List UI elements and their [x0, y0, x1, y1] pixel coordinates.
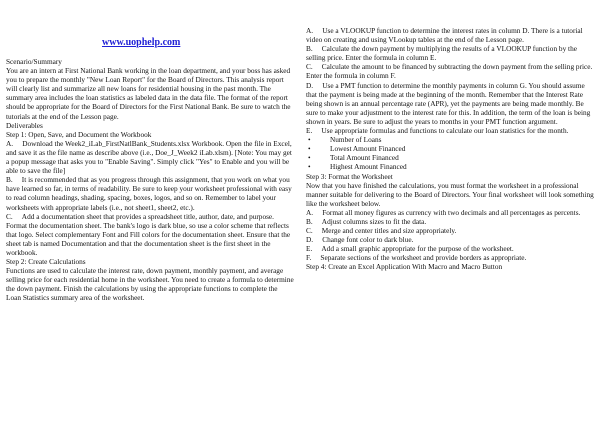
- list-item: [306, 144, 594, 153]
- bullet-icon: •: [308, 135, 311, 145]
- deliverables-heading: Deliverables: [6, 120, 43, 130]
- step2-item-c: C. Calculate the amount to be financed by subtracting the down payment from the selling price. Enter the formula in column F.: [306, 62, 593, 81]
- step2-item-e: E. Use appropriate formulas and functions to calculate our loan statistics for the month.: [306, 126, 569, 136]
- step3-heading: Step 3: Format the Worksheet: [306, 171, 393, 181]
- list-item: [306, 135, 594, 144]
- step3-item-d: D. Change font color to dark blue.: [306, 235, 414, 245]
- bullet-icon: •: [308, 162, 311, 172]
- scenario-paragraph: You are an intern at First National Bank working in the loan department, and your boss has asked you to prepare the monthly "New Loan Report" for the Board of Directors. This analysis report will clearly list and summarize all new loans for residential housing in the past month. The summary area includes the loan statistics as labeled data in the data file. The format of the report should be appropriate for the Board of Directors for the First National Bank. Be sure to watch the tutorials at the end of the Lesson page.: [6, 66, 291, 121]
- bullet-text: Number of Loans: [330, 135, 382, 145]
- step3-item-b: B. Adjust columns sizes to fit the data.: [306, 216, 427, 226]
- step2-item-d: D. Use a PMT function to determine the monthly payments in column G. You should assume that the payment is being made at the beginning of the month. Remember that the Interest Rate being shown is an annual percentage rate (APR), yet the payments are being made monthly. Be sure to make your adjustment to the interest rate for this. In addition, the term of the loan is being shown in years. Be sure to adjust the years to months in your PMT function argument.: [306, 80, 591, 126]
- step2-paragraph: Functions are used to calculate the interest rate, down payment, monthly payment, and average selling price for each residential home in the worksheet. You need to create a formula to determine the down payment. Finish the calculations by using the appropriate functions to complete the Loan Statistics summary area of the worksheet.: [6, 266, 294, 303]
- bullet-text: Lowest Amount Financed: [330, 144, 406, 154]
- list-item: [306, 153, 594, 162]
- site-link[interactable]: www.uophelp.com: [102, 37, 181, 48]
- left-column: [6, 57, 294, 303]
- right-column: [306, 26, 594, 272]
- step3-item-e: E. Add a small graphic appropriate for the purpose of the worksheet.: [306, 244, 514, 254]
- step1-item-a: A. Download the Week2_iLab_FirstNatlBank_Students.xlsx Workbook. Open the file in Excel, and save it as the file name as describe above (i.e., Doe_J_Week2 iLab.xlsm). [Note: You may get a popup message that asks you to "Enable Saving". Simply click "Yes" to Enable and you will be able to save the file]: [6, 138, 292, 176]
- step2-item-a: A. Use a VLOOKUP function to determine the interest rates in column D. There is a tutorial video on creating and using VLookup tables at the end of the Lesson page.: [306, 26, 583, 45]
- step2-heading: Step 2: Create Calculations: [6, 257, 86, 267]
- list-item: [306, 162, 594, 171]
- bullet-icon: •: [308, 144, 311, 154]
- scenario-heading: Scenario/Summary: [6, 57, 62, 66]
- step3-item-f: F. Separate sections of the worksheet and provide borders as appropriate.: [306, 253, 527, 263]
- step3-paragraph: Now that you have finished the calculations, you must format the worksheet in a professional manner suitable for delivering to the Board of Directors. Your final worksheet will look something like the worksheet below.: [306, 180, 594, 208]
- step4-heading: Step 4: Create an Excel Application With Macro and Macro Button: [306, 262, 503, 272]
- step2-item-b: B. Calculate the down payment by multiplying the results of a VLOOKUP function by the selling price. Enter the formula in column E.: [306, 44, 577, 63]
- bullet-text: Total Amount Financed: [330, 153, 399, 163]
- bullet-text: Highest Amount Financed: [330, 162, 407, 172]
- step3-item-c: C. Merge and center titles and size appropriately.: [306, 226, 457, 236]
- bullet-icon: •: [308, 153, 311, 163]
- step1-heading: Step 1: Open, Save, and Document the Workbook: [6, 129, 152, 139]
- step1-item-b: B. It is recommended that as you progress through this assignment, that you work on what you have learned so far, in terms of readability. Be sure to keep your worksheet professional with easy to read column headings, shading, spacing, boxes, logos, and so on. Remember to label your worksheets with appropriate labels (i.e., not sheet1, sheet2, etc.).: [6, 175, 292, 212]
- step3-item-a: A. Format all money figures as currency with two decimals and all percentages as percents.: [306, 207, 581, 217]
- step1-item-c: C. Add a documentation sheet that provides a spreadsheet title, author, date, and purpose. Format the documentation sheet. The bank's logo is dark blue, so use a color scheme that reflects that logo. Select complementary Font and Fill colors for the documentation sheet. Ensure that the sheet tab is named Documentation and that the documentation sheet is the first sheet in the workbook.: [6, 211, 291, 257]
